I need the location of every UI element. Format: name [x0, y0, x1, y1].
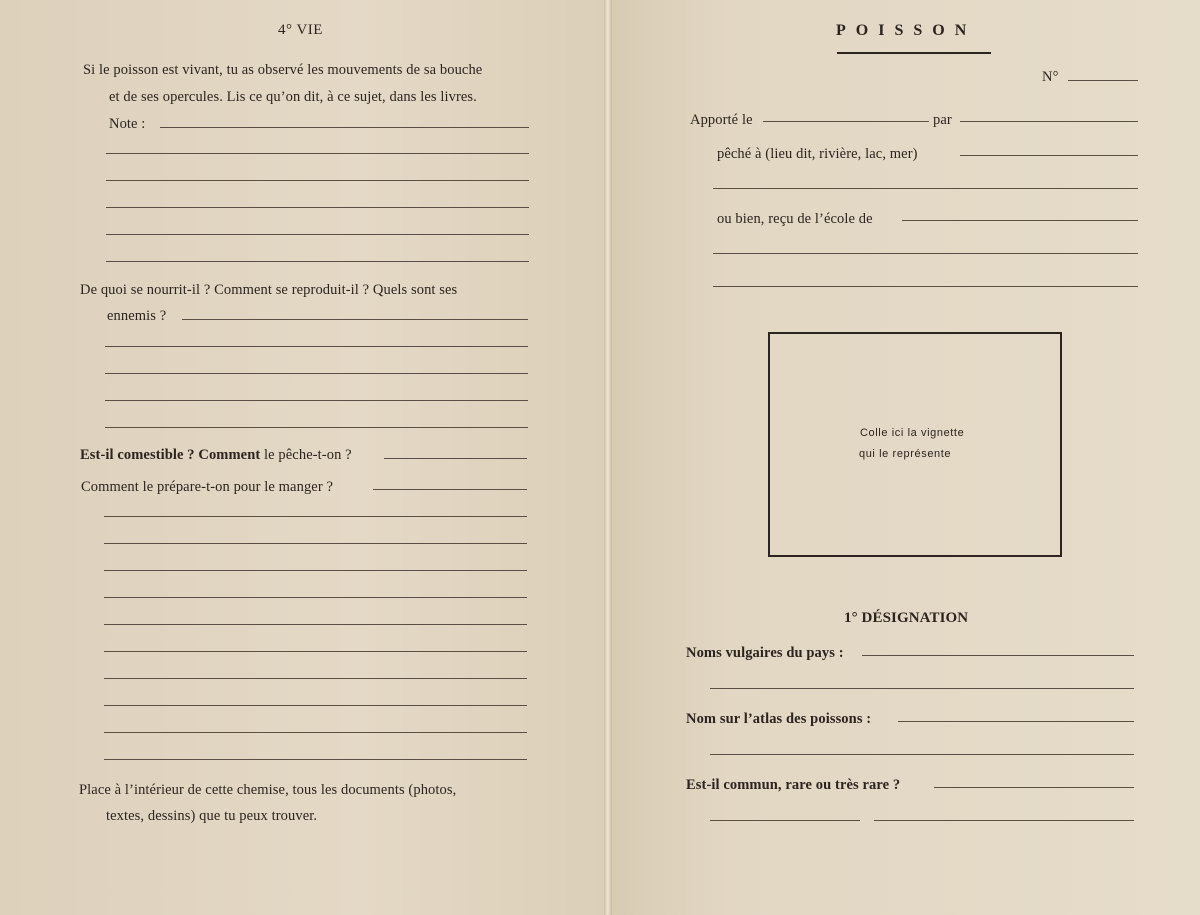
sticker-instruction-line-1: Colle ici la vignette [860, 427, 965, 439]
closing-line-2: textes, dessins) que tu peux trouver. [106, 808, 318, 824]
atlas-name-answer-line[interactable] [898, 721, 1134, 722]
answer-line[interactable] [106, 153, 529, 154]
answer-line[interactable] [106, 180, 529, 181]
question-3 [80, 447, 352, 464]
caught-location-answer-line[interactable] [960, 155, 1138, 156]
note-label: Note : [109, 116, 146, 132]
answer-line[interactable] [713, 188, 1138, 189]
brought-by-answer-line[interactable] [960, 121, 1138, 122]
answer-line[interactable] [104, 516, 527, 517]
question-2-line-2: ennemis ? [107, 308, 167, 324]
answer-line[interactable] [106, 207, 529, 208]
received-from-answer-line[interactable] [902, 220, 1138, 221]
brought-date-answer-line[interactable] [763, 121, 929, 122]
common-names-label: Noms vulgaires du pays : [686, 645, 844, 661]
section-heading-vie: 4° VIE [278, 22, 323, 38]
question-2-line-1: De quoi se nourrit-il ? Comment se reproduit-il ? Quels sont ses [80, 282, 458, 298]
atlas-name-label: Nom sur l’atlas des poissons : [686, 711, 872, 727]
closing-line-1: Place à l’intérieur de cette chemise, tous les documents (photos, [79, 782, 457, 798]
answer-line[interactable] [106, 234, 529, 235]
answer-line[interactable] [106, 261, 529, 262]
question-4: Comment le prépare-t-on pour le manger ? [81, 479, 334, 495]
received-from-label: ou bien, reçu de l’école de [717, 211, 873, 227]
answer-line[interactable] [104, 651, 527, 652]
answer-line[interactable] [104, 678, 527, 679]
answer-line[interactable] [105, 373, 528, 374]
answer-line[interactable] [710, 688, 1134, 689]
section-heading-designation: 1° DÉSIGNATION [844, 610, 969, 626]
brought-date-label: Apporté le [690, 112, 753, 128]
question-3-bold: Est-il comestible ? Comment [80, 447, 261, 463]
answer-line[interactable] [713, 286, 1138, 287]
question-1-line-1: Si le poisson est vivant, tu as observé les mouvements de sa bouche [83, 62, 483, 78]
brought-by-label: par [933, 112, 952, 128]
answer-line[interactable] [105, 400, 528, 401]
caught-location-label: pêché à (lieu dit, rivière, lac, mer) [717, 146, 918, 162]
question-3-rest: le pêche-t-on ? [264, 447, 352, 463]
answer-line[interactable] [105, 427, 528, 428]
title-underline [837, 52, 991, 54]
sticker-instruction-line-2: qui le représente [859, 448, 952, 460]
answer-line[interactable] [104, 624, 527, 625]
answer-line[interactable] [874, 820, 1134, 821]
number-label: N° [1042, 69, 1059, 85]
answer-line[interactable] [710, 820, 860, 821]
preparation-answer-line[interactable] [373, 489, 527, 490]
page-fold [604, 0, 612, 915]
page-title-poisson: POISSON [836, 22, 977, 39]
question-1-line-2: et de ses opercules. Lis ce qu’on dit, à ce sujet, dans les livres. [109, 89, 477, 105]
answer-line[interactable] [104, 597, 527, 598]
edible-answer-line[interactable] [384, 458, 527, 459]
note-answer-line[interactable] [160, 127, 529, 128]
enemies-answer-line[interactable] [182, 319, 528, 320]
answer-line[interactable] [105, 346, 528, 347]
answer-line[interactable] [713, 253, 1138, 254]
common-names-answer-line[interactable] [862, 655, 1134, 656]
answer-line[interactable] [710, 754, 1134, 755]
sticker-frame[interactable] [768, 332, 1062, 557]
answer-line[interactable] [104, 705, 527, 706]
answer-line[interactable] [104, 543, 527, 544]
number-answer-line[interactable] [1068, 80, 1138, 81]
rarity-label: Est-il commun, rare ou très rare ? [686, 777, 901, 793]
answer-line[interactable] [104, 732, 527, 733]
answer-line[interactable] [104, 759, 527, 760]
answer-line[interactable] [104, 570, 527, 571]
rarity-answer-line[interactable] [934, 787, 1134, 788]
